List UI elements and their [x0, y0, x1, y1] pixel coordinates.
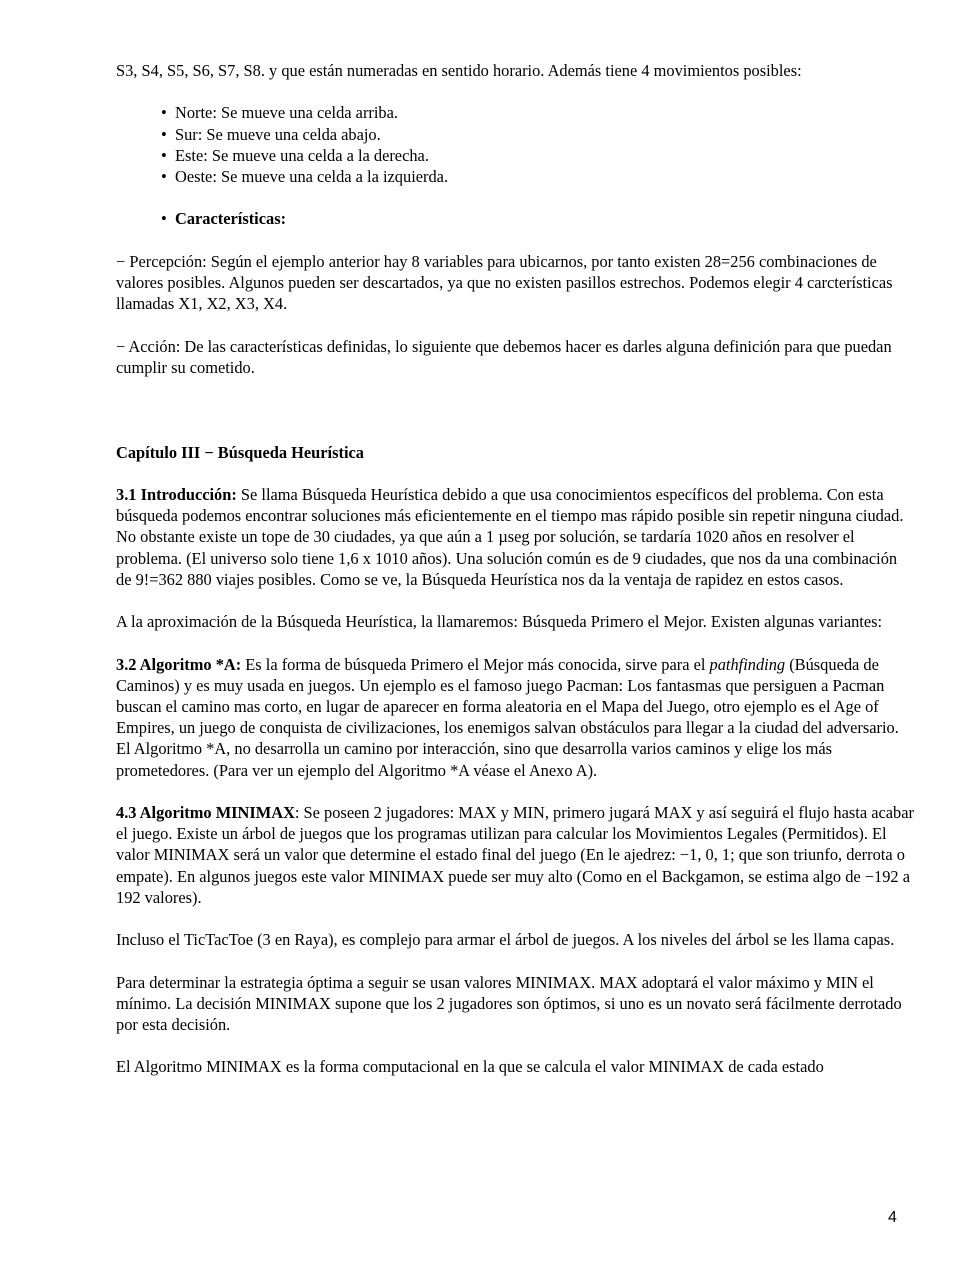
list-item: • Norte: Se mueve una celda arriba.: [159, 102, 916, 123]
spacer: [116, 590, 916, 611]
spacer: [116, 950, 916, 971]
spacer: [116, 230, 916, 251]
spacer: [116, 908, 916, 929]
last-line: El Algoritmo MINIMAX es la forma computacional en la que se calcula el valor MINIMAX de cada estado: [116, 1057, 824, 1077]
spacer: [116, 81, 916, 102]
section-3-1-heading: 3.1 Introducción:: [116, 484, 237, 504]
spacer: [116, 1035, 916, 1056]
list-item: • Sur: Se mueve una celda abajo.: [159, 124, 916, 145]
page-number: 4: [888, 1209, 897, 1226]
features-heading: • Características:: [159, 208, 916, 229]
spacer: [116, 463, 916, 484]
moves-list: [116, 102, 916, 187]
spacer: [116, 632, 916, 653]
document-page: [116, 60, 916, 1078]
spacer: [116, 314, 916, 335]
list-item: • Este: Se mueve una celda a la derecha.: [159, 145, 916, 166]
spacer: [116, 187, 916, 208]
section-3-2-heading: 3.2 Algoritmo *A:: [116, 654, 242, 674]
section-3-1-paragraph: 3.1 Introducción: Se llama Búsqueda Heurística debido a que usa conocimientos específicos del problema. Con esta búsqueda podemos encontrar soluciones más eficientemente en el tiempo mas rápido posible sin repetir ninguna ciudad. No obstante existe un tope de 30 ciudades, ya que aún a 1 µseg por solución, se tardaría 1020 años en resolver el problema. (El universo solo tiene 1,6 x 1010 años). Una solución común es de 9 ciudades, que nos da una combinación de 9!=362 880 viajes posibles. Como se ve, la Búsqueda Heurística nos da la ventaja de rapidez en estos casos.: [116, 484, 904, 589]
features-list: [116, 208, 916, 229]
strategy-paragraph: Para determinar la estrategia óptima a seguir se usan valores MINIMAX. MAX adoptará el valor máximo y MIN el mínimo. La decisión MINIMAX supone que los 2 jugadores son óptimos, si uno es un novato será fácilmente derrotado por esta decisión.: [116, 972, 902, 1034]
spacer: [116, 781, 916, 802]
action-paragraph: − Acción: De las características definidas, lo siguiente que debemos hacer es darles alguna definición para que puedan cumplir su cometido.: [116, 336, 892, 377]
perception-paragraph: − Percepción: Según el ejemplo anterior hay 8 variables para ubicarnos, por tanto existen 28=256 combinaciones de valores posibles. Algunos pueden ser descartados, ya que no existen pasillos estrechos. Podemos elegir 4 carcterísticas llamadas X1, X2, X3, X4.: [116, 251, 893, 314]
list-item: • Oeste: Se mueve una celda a la izquierda.: [159, 166, 916, 187]
intro-line: S3, S4, S5, S6, S7, S8. y que están numeradas en sentido horario. Además tiene 4 movimientos posibles:: [116, 61, 802, 80]
section-3-2-paragraph: 3.2 Algoritmo *A: Es la forma de búsqueda Primero el Mejor más conocida, sirve para el pathfinding (Búsqueda de Caminos) y es muy usada en juegos. Un ejemplo es el famoso juego Pacman: Los fantasmas que persiguen a Pacman buscan el camino mas corto, en lugar de aparecer en forma aleatoria en el Mapa del Juego, otro ejemplo es el Age of Empires, un juego de conquista de civilizaciones, los enemigos salvan obstáculos para llegar a la ciudad del adversario. El Algoritmo *A, no desarrolla un camino por interacción, sino que desarrolla varios caminos y elige los más prometedores. (Para ver un ejemplo del Algoritmo *A véase el Anexo A).: [116, 654, 899, 780]
spacer: [116, 378, 916, 442]
tictactoe-paragraph: Incluso el TicTacToe (3 en Raya), es complejo para armar el árbol de juegos. A los niveles del árbol se les llama capas.: [116, 930, 895, 950]
approximation-paragraph: A la aproximación de la Búsqueda Heurística, la llamaremos: Búsqueda Primero el Mejor. Existen algunas variantes:: [116, 612, 883, 632]
chapter-title: Capítulo III − Búsqueda Heurística: [116, 442, 364, 462]
section-4-3-paragraph: 4.3 Algoritmo MINIMAX: Se poseen 2 jugadores: MAX y MIN, primero jugará MAX y así seguirá el flujo hasta acabar el juego. Existe un árbol de juegos que los programas utilizan para calcular los Movimientos Legales (Permitidos). El valor MINIMAX será un valor que determine el estado final del juego (En le ajedrez: −1, 0, 1; que son triunfo, derrota o empate). En algunos juegos este valor MINIMAX puede ser muy alto (Como en el Backgamon, se estima algo de −192 a 192 valores).: [116, 802, 914, 907]
section-4-3-heading: 4.3 Algoritmo MINIMAX: [116, 802, 295, 822]
